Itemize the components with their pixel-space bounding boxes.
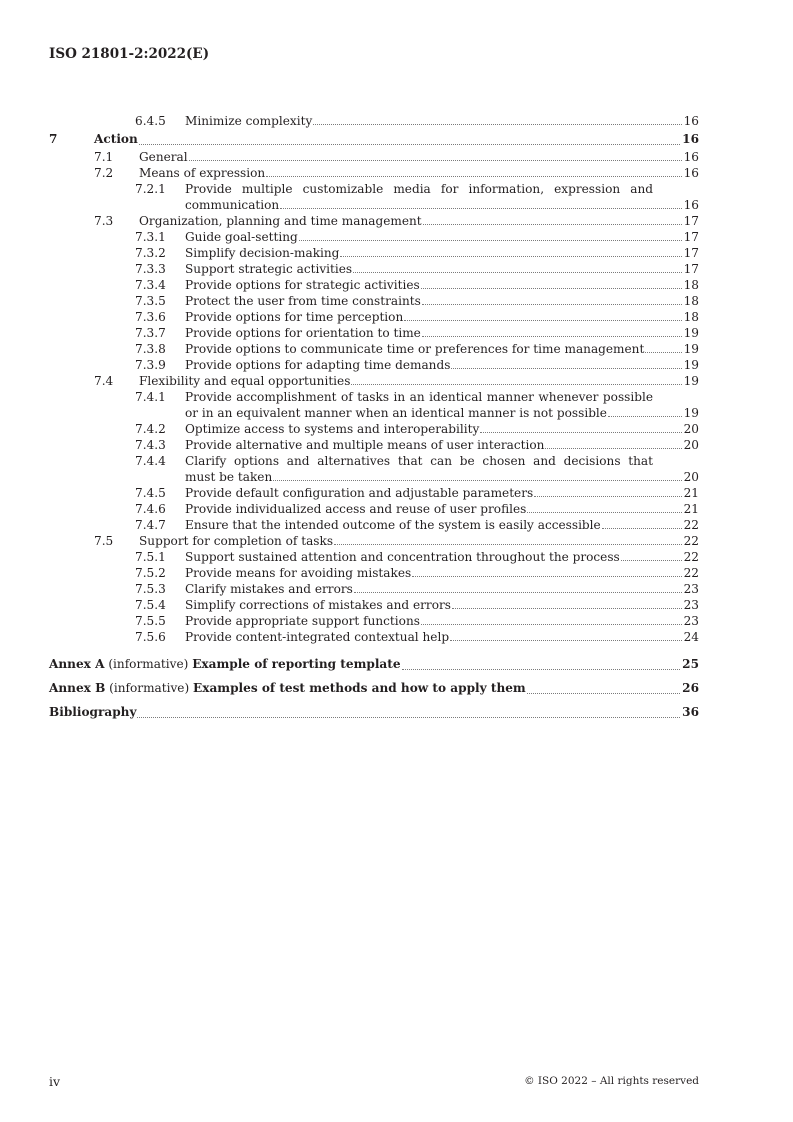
toc-entry-page: 16 — [683, 198, 699, 212]
toc-entry-title: Means of expression — [139, 166, 266, 180]
toc-entry[interactable] — [49, 389, 699, 421]
toc-entry-number: 7.3.1 — [135, 230, 166, 244]
dot-leader — [527, 692, 680, 694]
toc-entry-line — [185, 261, 699, 277]
toc-entry[interactable] — [49, 113, 699, 129]
toc-entry-number: 7.2 — [94, 166, 114, 180]
dot-leader — [189, 159, 682, 161]
toc-entry-number: 7.4.5 — [135, 486, 166, 500]
dot-leader — [354, 591, 682, 593]
annex-label: Annex A — [49, 657, 105, 671]
toc-entry-number: 7.3 — [94, 214, 114, 228]
toc-entry-line — [185, 453, 699, 485]
toc-entry-line — [49, 702, 699, 722]
toc-entry-number: 7.2.1 — [135, 182, 166, 196]
toc-entry-line — [185, 517, 699, 533]
toc-entry-page: 23 — [683, 614, 699, 628]
dot-leader — [545, 447, 681, 449]
toc-entry-line — [185, 229, 699, 245]
annex-title: Example of reporting template — [192, 657, 401, 671]
toc-entry[interactable] — [49, 149, 699, 165]
toc-entry-line — [185, 629, 699, 645]
toc-entry-title: Guide goal-setting — [185, 230, 298, 244]
toc-entry-page: 19 — [683, 374, 699, 388]
page-number: iv — [49, 1074, 61, 1089]
toc-entry-line — [185, 181, 699, 213]
dot-leader — [421, 623, 682, 625]
toc-entry-number: 7.3.6 — [135, 310, 166, 324]
toc-entry-title: Provide alternative and multiple means of user interaction — [185, 438, 545, 452]
toc-entry-title: Provide multiple customizable media for information, expression and — [185, 182, 653, 196]
toc-entry-page: 22 — [683, 518, 699, 532]
toc-entry-title: Provide options for adapting time demands — [185, 358, 451, 372]
toc-entry-line — [185, 389, 699, 421]
toc-entry-line — [185, 293, 699, 309]
toc-entry-title: Provide default configuration and adjustable parameters — [185, 486, 534, 500]
toc-entry-title: Provide options for orientation to time — [185, 326, 421, 340]
toc-entry[interactable] — [49, 501, 699, 517]
dot-leader — [421, 287, 682, 289]
toc-entry[interactable] — [49, 597, 699, 613]
toc-entry-line — [185, 325, 699, 341]
bibliography-title: Bibliography — [49, 705, 137, 719]
annex-entry[interactable] — [49, 678, 699, 698]
toc-entry-line — [185, 485, 699, 501]
toc-entry-title: Provide options for strategic activities — [185, 278, 420, 292]
toc-entry-page: 18 — [683, 294, 699, 308]
toc-entry-number: 7.1 — [94, 150, 114, 164]
toc-entry-continuation — [185, 469, 699, 485]
toc-entry[interactable] — [49, 213, 699, 229]
toc-entry-title: Optimize access to systems and interoperability — [185, 422, 480, 436]
dot-leader — [137, 716, 680, 718]
toc-entry-line — [185, 565, 699, 581]
toc-entry-title: Provide appropriate support functions — [185, 614, 420, 628]
toc-entry-page: 17 — [683, 214, 699, 228]
dot-leader — [334, 543, 682, 545]
toc-entry-page: 21 — [683, 502, 699, 516]
toc-entry-number: 7.4.3 — [135, 438, 166, 452]
toc-entry-line — [94, 129, 699, 149]
toc-entry[interactable] — [49, 293, 699, 309]
annex-type: (informative) — [104, 657, 193, 671]
toc-entry-line — [185, 277, 699, 293]
toc-entry[interactable] — [49, 437, 699, 453]
annex-label: Annex B — [49, 681, 106, 695]
toc-entry-title: Provide means for avoiding mistakes — [185, 566, 412, 580]
annex-title: Examples of test methods and how to apply them — [193, 681, 526, 695]
dot-leader — [480, 431, 681, 433]
toc-entry-number: 7.4.6 — [135, 502, 166, 516]
toc-entry-page: 22 — [683, 534, 699, 548]
toc-entry-page: 21 — [683, 486, 699, 500]
toc-entry-number: 7.4 — [94, 374, 114, 388]
toc-entry-number: 7.5.5 — [135, 614, 166, 628]
dot-leader — [534, 495, 681, 497]
dot-leader — [452, 607, 682, 609]
toc-entry-number: 7 — [49, 132, 58, 146]
dot-leader — [608, 415, 682, 417]
toc-entry[interactable] — [49, 309, 699, 325]
dot-leader — [412, 575, 681, 577]
toc-entry[interactable] — [49, 229, 699, 245]
toc-entry-title: Support strategic activities — [185, 262, 353, 276]
toc-entry-page: 22 — [683, 550, 699, 564]
toc-entry[interactable] — [49, 565, 699, 581]
toc-entry-title: Provide individualized access and reuse of user profiles — [185, 502, 527, 516]
toc-entry-page: 17 — [683, 230, 699, 244]
toc-entry-number: 7.4.1 — [135, 390, 166, 404]
toc-entry-page: 20 — [683, 422, 699, 436]
toc-entry-title: Provide options for time perception — [185, 310, 404, 324]
toc-entry[interactable] — [49, 341, 699, 357]
dot-leader — [621, 559, 682, 561]
toc-entry-title: Action — [94, 132, 138, 146]
toc-entry-number: 7.3.5 — [135, 294, 166, 308]
toc-entry-line — [185, 437, 699, 453]
toc-entry-title: Provide accomplishment of tasks in an identical manner whenever possible — [185, 390, 653, 404]
toc-entry[interactable] — [49, 485, 699, 501]
toc-entry-title: Simplify corrections of mistakes and errors — [185, 598, 451, 612]
toc-entry-line — [185, 581, 699, 597]
toc-entry-line — [139, 165, 699, 181]
dot-leader — [299, 239, 682, 241]
toc-entry-page: 18 — [683, 310, 699, 324]
toc-entry-title: Clarify mistakes and errors — [185, 582, 353, 596]
toc-entry-page: 24 — [683, 630, 699, 644]
document-header: ISO 21801-2:2022(E) — [49, 46, 210, 62]
annex-title-group — [49, 678, 526, 698]
toc-entry-title: Simplify decision-making — [185, 246, 340, 260]
toc-entry-number: 7.3.8 — [135, 342, 166, 356]
toc-entry[interactable] — [49, 325, 699, 341]
toc-entry[interactable] — [49, 453, 699, 485]
copyright-notice: © ISO 2022 – All rights reserved — [524, 1075, 699, 1087]
toc-entry-page: 20 — [683, 470, 699, 484]
toc-entry-page: 19 — [683, 406, 699, 420]
toc-entry-number: 7.4.7 — [135, 518, 166, 532]
toc-entry[interactable] — [49, 421, 699, 437]
toc-entry-page: 18 — [683, 278, 699, 292]
dot-leader — [340, 255, 681, 257]
toc-entry[interactable] — [49, 517, 699, 533]
dot-leader — [645, 351, 681, 353]
toc-entry-line — [185, 597, 699, 613]
dot-leader — [450, 639, 682, 641]
toc-entry[interactable] — [49, 533, 699, 549]
dot-leader — [353, 271, 681, 273]
toc-entry-number: 7.5.3 — [135, 582, 166, 596]
toc-entry-page: 23 — [683, 582, 699, 596]
toc-entry-title: Protect the user from time constraints — [185, 294, 421, 308]
toc-entry-page: 17 — [683, 262, 699, 276]
toc-entry[interactable] — [49, 549, 699, 565]
dot-leader — [313, 123, 681, 125]
toc-entry-page: 22 — [683, 566, 699, 580]
toc-entry-number: 7.3.2 — [135, 246, 166, 260]
toc-entry-number: 7.5.4 — [135, 598, 166, 612]
toc-entry-line — [185, 501, 699, 517]
toc-entry[interactable] — [49, 373, 699, 389]
table-of-contents — [49, 113, 699, 722]
toc-entry[interactable] — [49, 629, 699, 645]
dot-leader — [266, 175, 681, 177]
toc-entry[interactable] — [49, 277, 699, 293]
dot-leader — [423, 223, 682, 225]
toc-entry-line — [139, 373, 699, 389]
toc-entry-title: General — [139, 150, 188, 164]
toc-entry[interactable] — [49, 613, 699, 629]
toc-entry-title: Support for completion of tasks — [139, 534, 334, 548]
toc-entry-title: Clarify options and alternatives that can be chosen and decisions that — [185, 454, 653, 468]
toc-entry-page: 20 — [683, 438, 699, 452]
toc-entry-number: 7.4.4 — [135, 454, 166, 468]
dot-leader — [422, 303, 682, 305]
toc-entry-number: 7.5 — [94, 534, 114, 548]
toc-entry-line — [185, 549, 699, 565]
dot-leader — [422, 335, 682, 337]
toc-entry[interactable] — [49, 129, 699, 149]
annex-title-group — [49, 654, 401, 674]
toc-entry-number: 7.3.7 — [135, 326, 166, 340]
toc-entry-page: 19 — [683, 326, 699, 340]
dot-leader — [451, 367, 681, 369]
toc-entry-page: 16 — [683, 166, 699, 180]
toc-entry-title: Provide options to communicate time or preferences for time management — [185, 342, 645, 356]
toc-entry-line — [185, 309, 699, 325]
toc-entry-page: 19 — [683, 342, 699, 356]
toc-entry-number: 7.4.2 — [135, 422, 166, 436]
toc-entry[interactable] — [49, 245, 699, 261]
toc-entry-title: Flexibility and equal opportunities — [139, 374, 351, 388]
bibliography-entry[interactable] — [49, 702, 699, 722]
toc-entry-number: 7.3.4 — [135, 278, 166, 292]
dot-leader — [404, 319, 681, 321]
toc-entry-page: 26 — [682, 681, 699, 695]
toc-entry-line — [185, 113, 699, 129]
toc-entry-line — [185, 245, 699, 261]
toc-entry-line — [139, 149, 699, 165]
toc-entry-title: Minimize complexity — [185, 114, 313, 128]
toc-entry-continuation — [185, 197, 699, 213]
toc-entry-line — [139, 533, 699, 549]
toc-entry-title: Ensure that the intended outcome of the system is easily accessible — [185, 518, 601, 532]
toc-entry-line — [139, 213, 699, 229]
toc-entry-page: 16 — [682, 132, 699, 146]
dot-leader — [602, 527, 682, 529]
toc-entry-number: 6.4.5 — [135, 114, 166, 128]
toc-entry-number: 7.5.6 — [135, 630, 166, 644]
toc-entry-page: 17 — [683, 246, 699, 260]
dot-leader — [273, 479, 681, 481]
toc-entry-page: 23 — [683, 598, 699, 612]
toc-entry-number: 7.3.3 — [135, 262, 166, 276]
dot-leader — [527, 511, 681, 513]
toc-entry-title: or in an equivalent manner when an identical manner is not possible — [185, 406, 607, 420]
toc-entry-title: Provide content-integrated contextual help — [185, 630, 450, 644]
annex-type: (informative) — [105, 681, 194, 695]
dot-leader — [351, 383, 681, 385]
toc-entry-line — [49, 678, 699, 698]
toc-entry-line — [185, 613, 699, 629]
toc-entry[interactable] — [49, 357, 699, 373]
toc-entry-number: 7.5.2 — [135, 566, 166, 580]
toc-entry-number: 7.5.1 — [135, 550, 166, 564]
toc-entry-line — [49, 654, 699, 674]
toc-entry-number: 7.3.9 — [135, 358, 166, 372]
toc-entry-page: 36 — [682, 705, 699, 719]
toc-entry[interactable] — [49, 165, 699, 181]
toc-entry-title: communication — [185, 198, 280, 212]
toc-entry-page: 19 — [683, 358, 699, 372]
toc-entry-title: Organization, planning and time management — [139, 214, 422, 228]
toc-entry-page: 16 — [683, 150, 699, 164]
toc-entry[interactable] — [49, 181, 699, 213]
toc-entry-title: must be taken — [185, 470, 273, 484]
toc-entry-line — [185, 341, 699, 357]
dot-leader — [402, 668, 681, 670]
annex-entry[interactable] — [49, 654, 699, 674]
toc-entry[interactable] — [49, 581, 699, 597]
toc-entry[interactable] — [49, 261, 699, 277]
dot-leader — [280, 207, 681, 209]
dot-leader — [139, 143, 680, 145]
toc-entry-title: Support sustained attention and concentration throughout the process — [185, 550, 620, 564]
toc-entry-page: 16 — [683, 114, 699, 128]
toc-entry-continuation — [185, 405, 699, 421]
toc-entry-page: 25 — [682, 657, 699, 671]
toc-entry-line — [185, 421, 699, 437]
toc-entry-line — [185, 357, 699, 373]
